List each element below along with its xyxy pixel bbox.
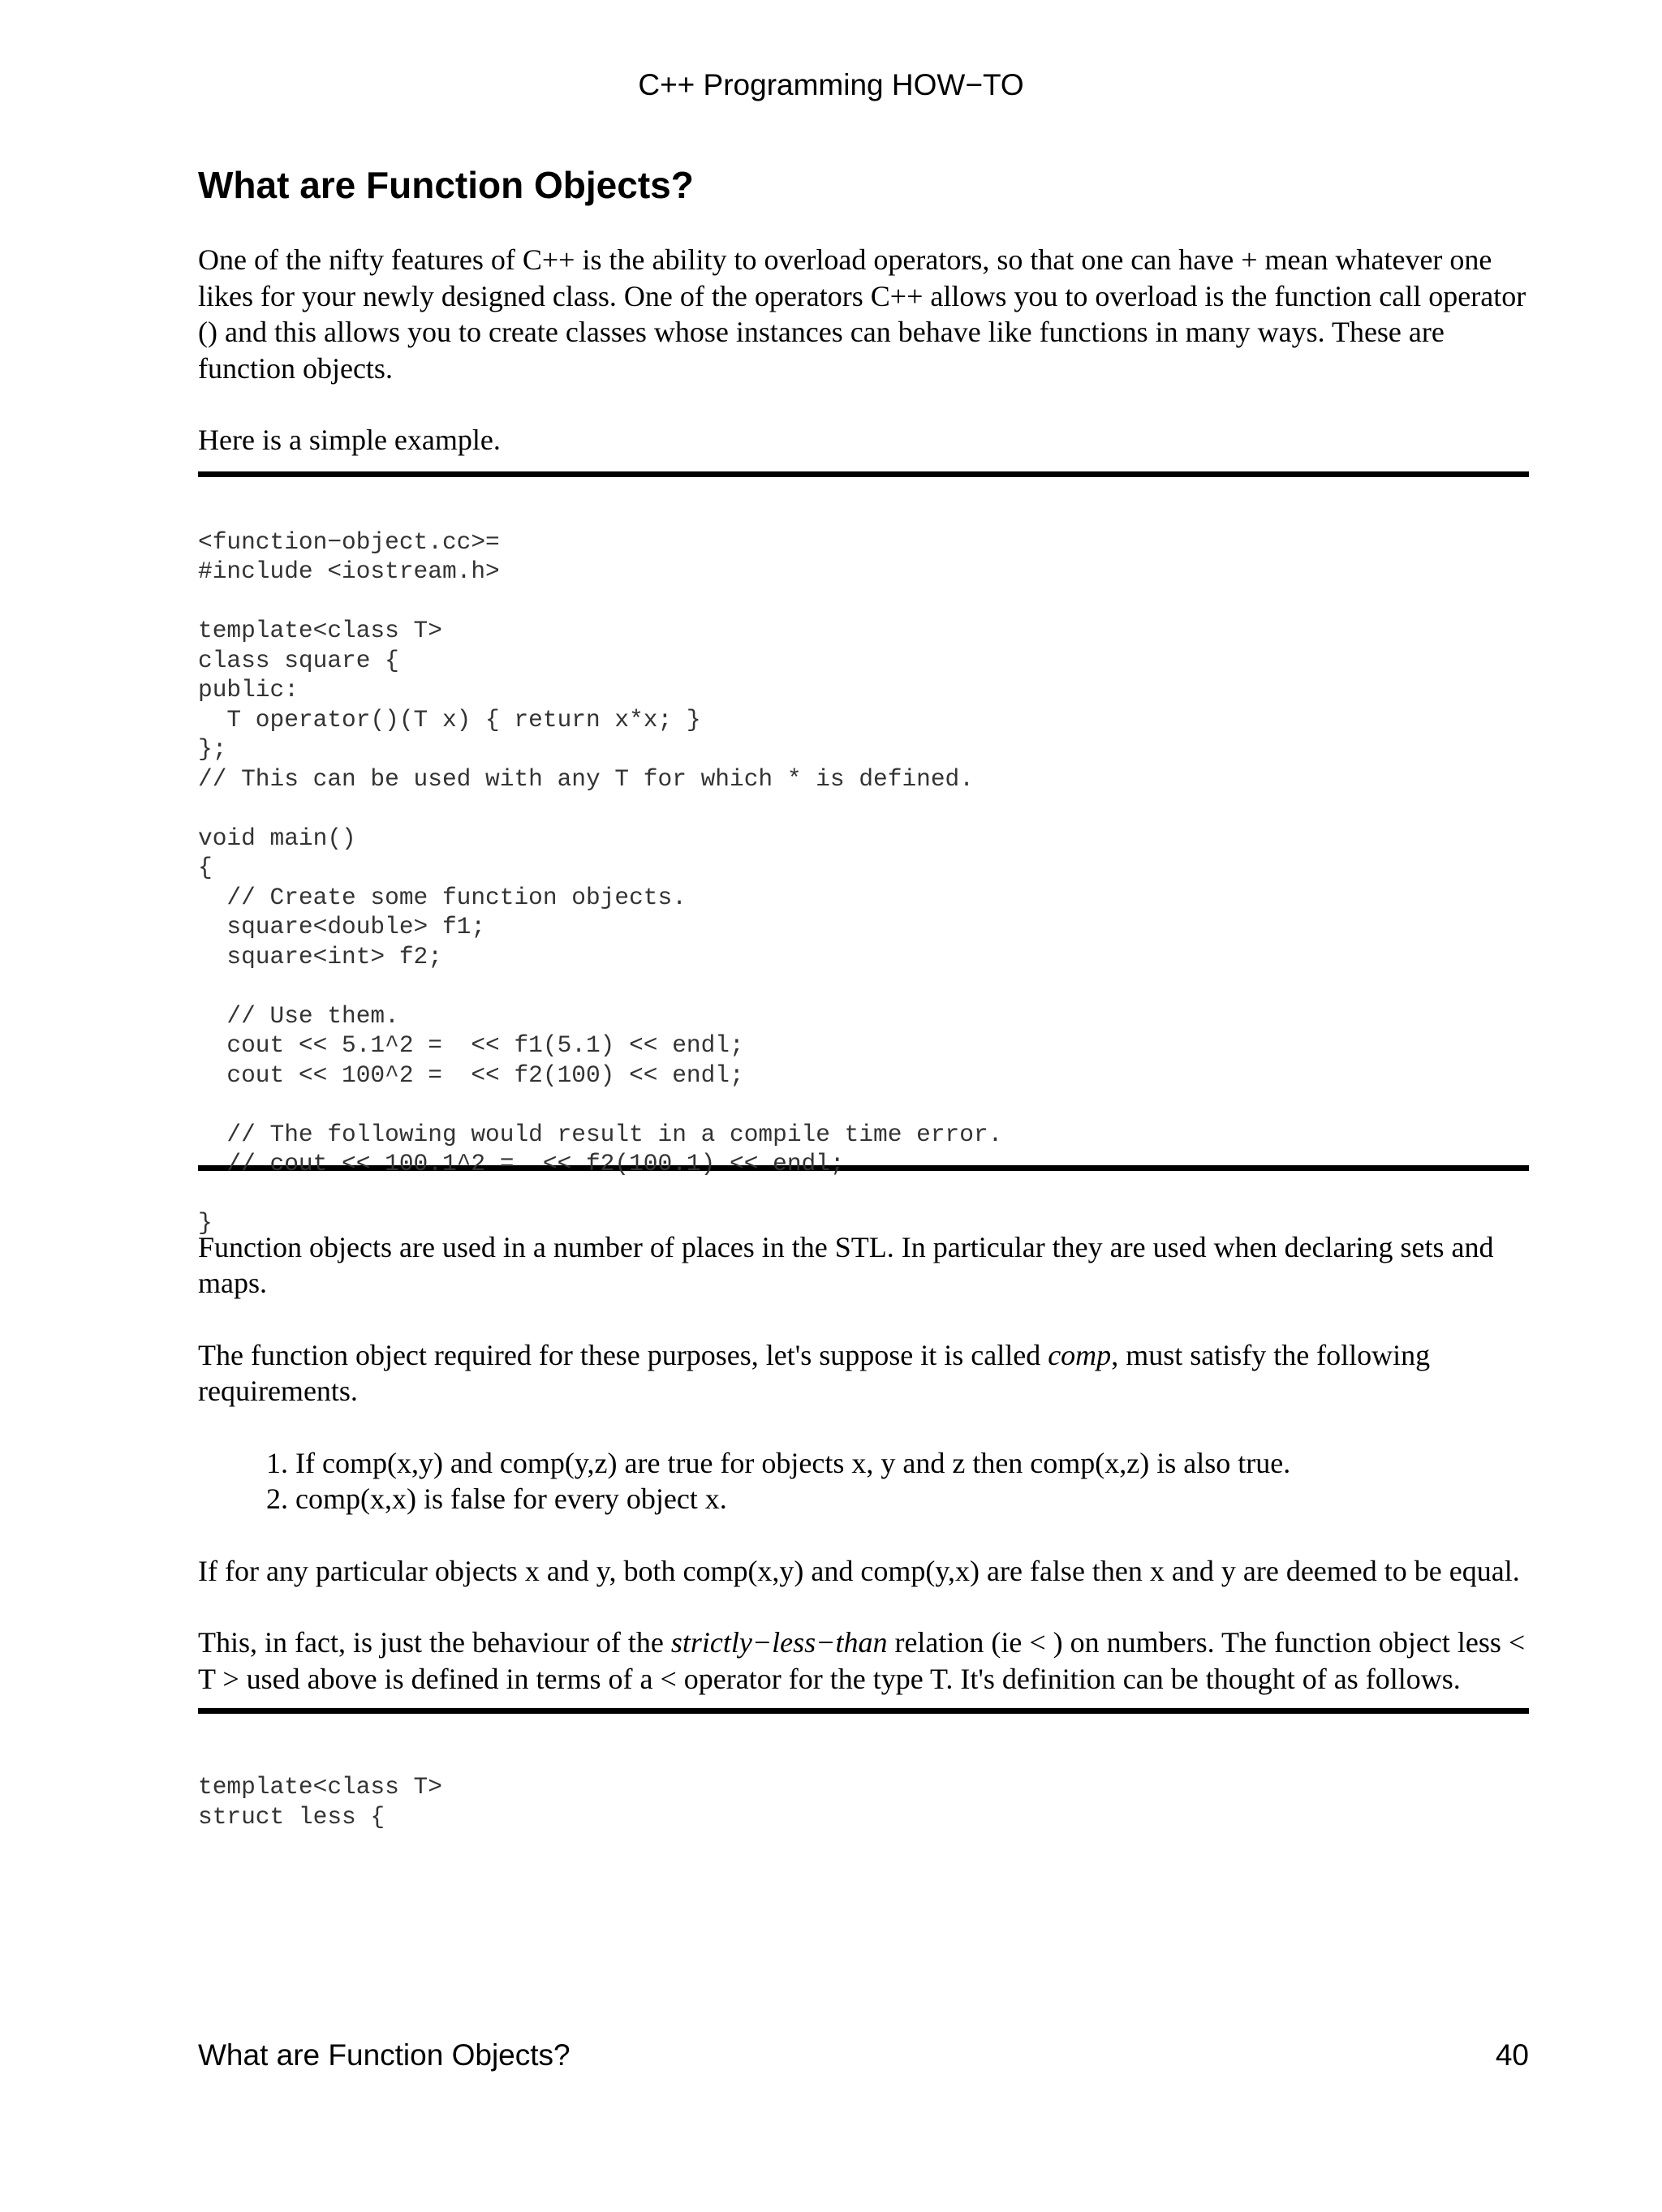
comp-req-text-before: The function object required for these purposes, let's suppose it is called — [198, 1338, 1048, 1371]
requirements-list — [198, 1445, 1529, 1517]
stl-usage-paragraph: Function objects are used in a number of places in the STL. In particular they are used when declaring sets and maps. — [198, 1230, 1494, 1299]
equality-paragraph: If for any particular objects x and y, both comp(x,y) and comp(y,x) are false then x and y are deemed to be equal. — [198, 1554, 1520, 1587]
intro-paragraph: One of the nifty features of C++ is the ability to overload operators, so that one can have + mean whatever one likes for your newly designed class. One of the operators C++ allows you to overload is the function call operator () and this allows you to create classes whose instances can behave like functions in many ways. These are function objects. — [198, 243, 1526, 385]
comp-requirements-paragraph — [198, 1337, 1529, 1409]
example-intro-paragraph: Here is a simple example. — [198, 424, 501, 456]
strict-term: strictly−less−than — [670, 1626, 888, 1659]
strict-text-after: relation (ie < ) on numbers. The function object less < T > used above is defined in terms of a < operator for the type T. It's definition can be thought of as follows. — [198, 1626, 1526, 1695]
section-title: What are Function Objects? — [198, 164, 694, 206]
running-header: C++ Programming HOW−TO — [638, 68, 1024, 101]
function-object-code: <function−object.cc>= #include <iostream.h> template<class T> class square { public: T operator()(T x) { return x*x; } }; // This can be used with any T for which * is defined. void main() { // Create some function objects. square<double> f1; square<int> f2; // Use them. cout << 5.1^2 = << f1(5.1) << endl; cout << 100^2 = << f2(100) << endl; // The following would result in a compile time error. // cout << 100.1^2 = << f2(100.1) << endl; } — [198, 527, 1003, 1237]
code-top-rule — [198, 471, 1529, 477]
strict-less-paragraph — [198, 1625, 1529, 1697]
less-struct-code: template<class T> struct less { — [198, 1773, 442, 1831]
comp-req-text-after: , must satisfy the following requirements. — [198, 1338, 1431, 1407]
code2-top-rule — [198, 1708, 1529, 1714]
footer-section-name: What are Function Objects? — [198, 2038, 571, 2072]
running-footer — [198, 2038, 1529, 2072]
requirement-item: 1. If comp(x,y) and comp(y,z) are true for objects x, y and z then comp(x,z) is also true. — [295, 1445, 1529, 1482]
comp-term: comp — [1048, 1338, 1112, 1371]
page-content — [198, 161, 1529, 1831]
page-number: 40 — [1495, 2038, 1529, 2072]
requirement-item: 2. comp(x,x) is false for every object x. — [295, 1481, 1529, 1517]
strict-text-before: This, in fact, is just the behaviour of the — [198, 1626, 671, 1659]
